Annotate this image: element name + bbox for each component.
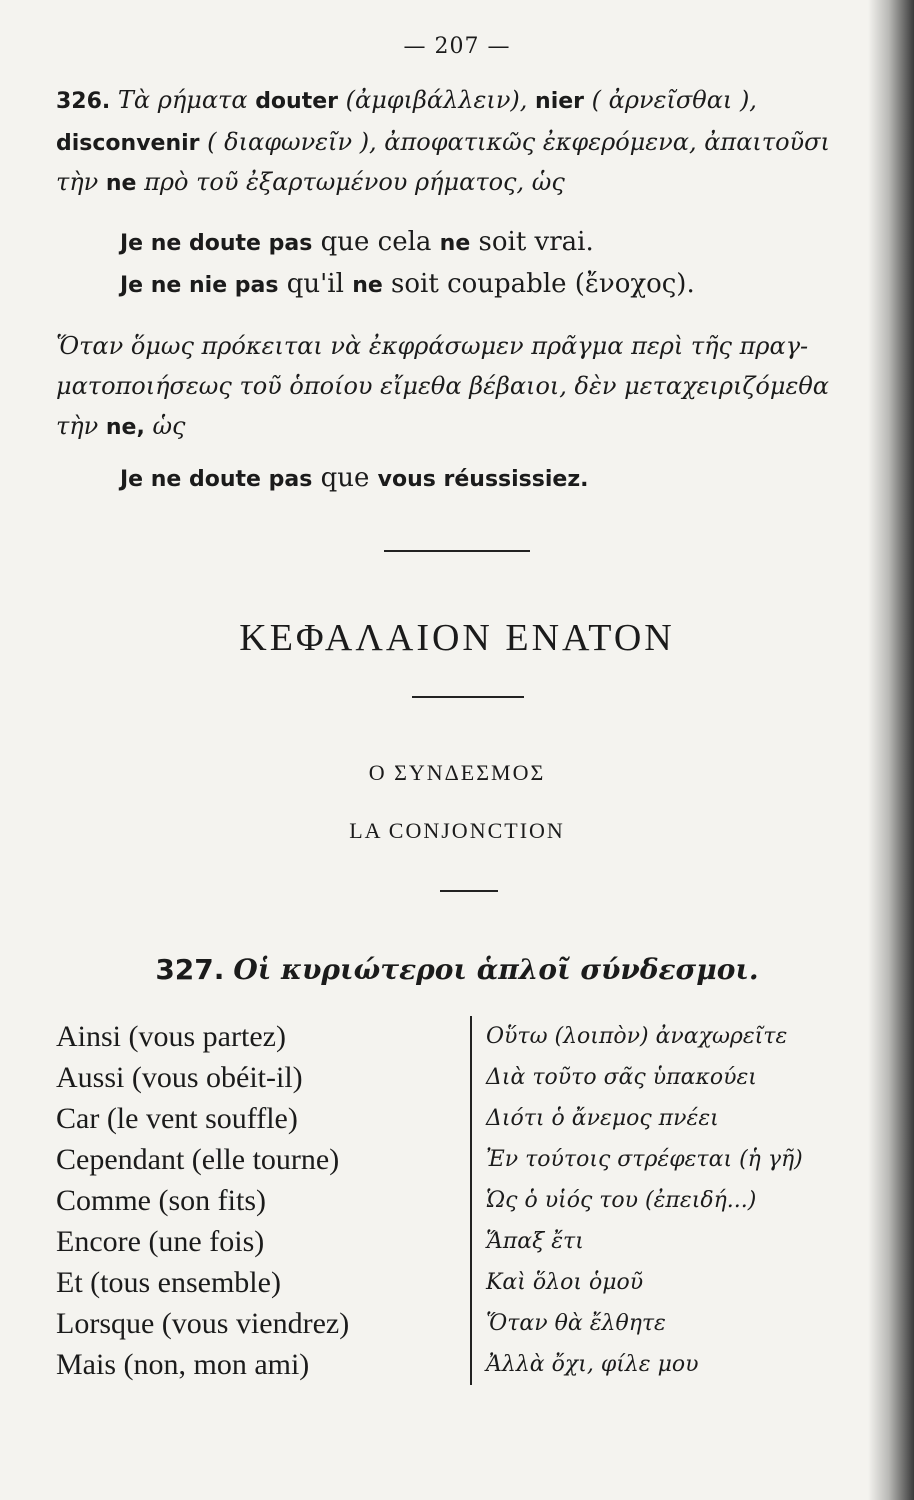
french-term: ne, <box>105 415 145 440</box>
example-3 <box>120 458 589 500</box>
example-bold: ne <box>439 231 471 256</box>
text: ( ἀρνεῖσθαι ), <box>591 86 757 114</box>
page-edge-shadow <box>868 0 914 1500</box>
example-bold: Je ne doute pas <box>120 467 313 492</box>
text: ὡς <box>152 412 186 440</box>
text: (ἀμφιβάλλειν), <box>345 86 528 114</box>
text: πρὸ τοῦ ἐξαρτωμένου ρήματος, ὡς <box>144 168 565 196</box>
section-326-line-1 <box>56 80 876 122</box>
example-text: soit vrai. <box>478 227 594 257</box>
example-bold: vous réussissiez. <box>377 467 589 492</box>
chapter-subtitle-french: LA CONJONCTION <box>349 818 565 843</box>
example-text: que <box>320 463 370 493</box>
example-text: qu'il <box>286 269 344 299</box>
text: ( διαφωνεῖν ), ἀποφατικῶς ἐκφερόμενα, ἀπαιτοῦσι <box>207 128 830 156</box>
divider-rule <box>384 550 530 552</box>
paragraph-2-line-3 <box>56 406 876 448</box>
greek-translation: Ὅταν θὰ ἔλθητε <box>486 1311 666 1336</box>
french-term: douter <box>255 89 338 114</box>
french-phrase: Comme (son fits) <box>56 1180 472 1221</box>
french-term: nier <box>535 89 585 114</box>
table-row <box>56 1221 866 1262</box>
french-phrase: Et (tous ensemble) <box>56 1262 472 1303</box>
section-326-line-2 <box>56 122 876 164</box>
paragraph-2-line-2: ματοποιήσεως τοῦ ὁποίου εἴμεθα βέβαιοι, δὲν μεταχειριζόμεθα <box>56 372 830 400</box>
french-term: disconvenir <box>56 131 200 156</box>
example-text: que cela <box>320 227 432 257</box>
table-row <box>56 1139 866 1180</box>
greek-translation: Καὶ ὅλοι ὁμοῦ <box>486 1270 644 1295</box>
table-row <box>56 1262 866 1303</box>
text: Τὰ ρήματα <box>117 86 248 114</box>
greek-translation: Ἅπαξ ἔτι <box>486 1229 584 1254</box>
french-phrase: Aussi (vous obéit-il) <box>56 1057 472 1098</box>
table-row <box>56 1344 866 1385</box>
divider-rule <box>412 696 524 698</box>
greek-translation: Ἐν τούτοις στρέφεται (ἡ γῆ) <box>486 1147 803 1172</box>
paragraph-2-line-1: Ὅταν ὅμως πρόκειται νὰ ἐκφράσωμεν πρᾶγμα περὶ τῆς πραγ- <box>56 332 809 360</box>
example-1 <box>120 222 594 264</box>
chapter-subtitle-greek: Ο ΣΥΝΔΕΣΜΟΣ <box>368 760 546 785</box>
text: τὴν <box>56 168 99 196</box>
text: τὴν <box>56 412 99 440</box>
divider-rule <box>440 890 498 892</box>
french-phrase: Mais (non, mon ami) <box>56 1344 472 1385</box>
section-326-line-3 <box>56 162 876 204</box>
section-327-heading <box>0 953 914 986</box>
french-phrase: Encore (une fois) <box>56 1221 472 1262</box>
conjunction-table <box>56 1016 866 1385</box>
greek-translation: Οὕτω (λοιπὸν) ἀναχωρεῖτε <box>486 1024 788 1049</box>
section-number: 327. <box>155 953 225 986</box>
french-phrase: Ainsi (vous partez) <box>56 1016 472 1057</box>
greek-translation: Διὰ τοῦτο σᾶς ὑπακούει <box>486 1065 757 1090</box>
example-bold: Je ne nie pas <box>120 273 279 298</box>
section-title: Οἱ κυριώτεροι ἁπλοῖ σύνδεσμοι. <box>233 953 759 986</box>
chapter-title: ΚΕΦΑΛΑΙΟΝ ΕΝΑΤΟΝ <box>239 617 675 659</box>
french-phrase: Cependant (elle tourne) <box>56 1139 472 1180</box>
greek-translation: Ἀλλὰ ὄχι, φίλε μου <box>486 1352 699 1377</box>
french-term: ne <box>105 171 137 196</box>
greek-translation: Διότι ὁ ἄνεμος πνέει <box>486 1106 719 1131</box>
french-phrase: Lorsque (vous viendrez) <box>56 1303 472 1344</box>
french-phrase: Car (le vent souffle) <box>56 1098 472 1139</box>
table-row <box>56 1057 866 1098</box>
table-row <box>56 1098 866 1139</box>
example-bold: ne <box>352 273 383 298</box>
example-text: soit coupable (ἔνοχος). <box>391 269 695 299</box>
example-2 <box>120 264 695 306</box>
page-number: — 207 — <box>403 34 511 59</box>
table-row <box>56 1016 866 1057</box>
greek-translation: Ὡς ὁ υἱός του (ἐπειδή...) <box>486 1188 757 1213</box>
table-row <box>56 1303 866 1344</box>
section-number: 326. <box>56 89 111 114</box>
example-bold: Je ne doute pas <box>120 231 313 256</box>
table-row <box>56 1180 866 1221</box>
